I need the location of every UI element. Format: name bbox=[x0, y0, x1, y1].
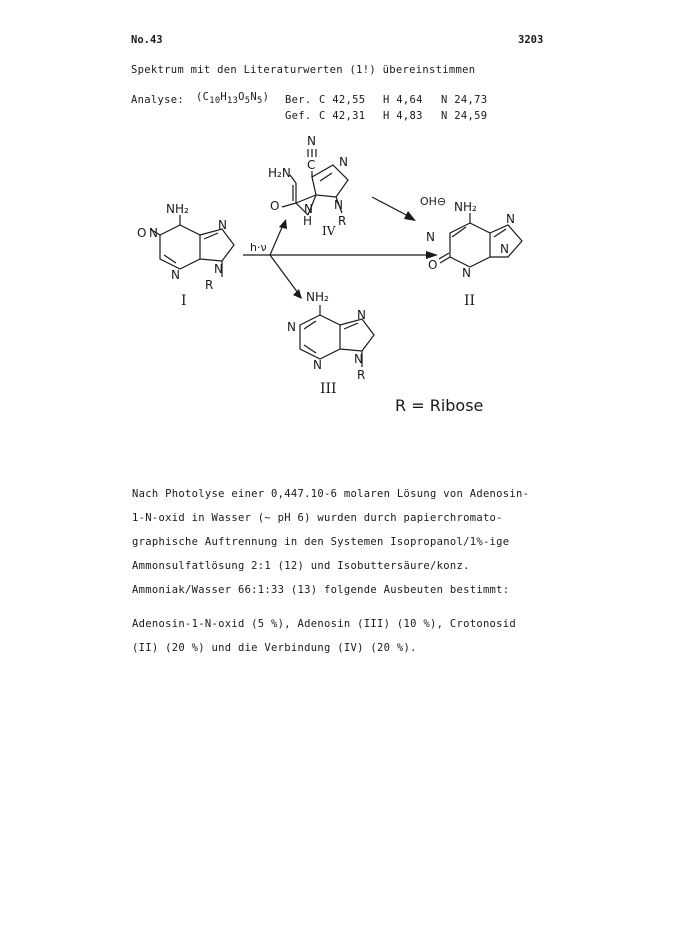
r-ribose-label: R = Ribose bbox=[395, 396, 484, 415]
atom-n-iii-b: N bbox=[313, 358, 322, 372]
atom-n-amide: N bbox=[304, 202, 313, 216]
paragraph-line: Adenosin-1-N-oxid (5 %), Adenosin (III) (10 %), Crotonosid bbox=[132, 618, 517, 630]
atom-n-i-ring: N bbox=[218, 218, 227, 232]
analysis-formula: $(C_{10}H_{13}O_5N_5)$ bbox=[196, 91, 270, 107]
found-c: C 42,31 bbox=[319, 110, 366, 122]
compound-ii-label: II bbox=[464, 293, 476, 309]
paragraph-line: 1-N-oxid in Wasser (~ pH 6) wurden durch papierchromato- bbox=[132, 512, 503, 524]
atom-o-i: O bbox=[137, 226, 147, 240]
atom-n-ii-ring: N bbox=[506, 212, 515, 226]
compound-i-label: I bbox=[181, 293, 187, 309]
paragraph-yields bbox=[132, 612, 552, 660]
page-number: 3203 bbox=[518, 34, 544, 46]
atom-o-iv: O bbox=[270, 199, 280, 213]
atom-n-iii-r: N bbox=[354, 352, 363, 366]
found-label: Gef. bbox=[285, 110, 312, 122]
paragraph-line: Nach Photolyse einer 0,447.10-6 molaren Lösung von Adenosin- bbox=[132, 488, 530, 500]
paragraph-photolysis bbox=[132, 482, 552, 602]
atom-n-oxide: N bbox=[149, 226, 158, 240]
atom-n-nitrile: N bbox=[307, 134, 316, 148]
atom-nh2-ii: NH₂ bbox=[454, 200, 477, 214]
atom-n-iv-ring: N bbox=[339, 155, 348, 169]
atom-nh2-i: NH₂ bbox=[166, 202, 189, 216]
atom-n-ii-b: N bbox=[462, 266, 471, 280]
atom-h2n-iv: H₂N bbox=[268, 166, 291, 180]
analysis-label: Analyse: bbox=[131, 94, 184, 106]
atom-n-i: N bbox=[171, 268, 180, 282]
paragraph-line: Ammonsulfatlösung 2:1 (12) und Isobuttersäure/konz. bbox=[132, 560, 470, 572]
compound-iv-label: IV bbox=[322, 224, 336, 238]
atom-o-ii: O bbox=[428, 258, 438, 272]
atom-n-i-r: N bbox=[214, 262, 223, 276]
atom-n-iii-ring: N bbox=[357, 308, 366, 322]
atom-r-iv: R bbox=[338, 214, 347, 228]
compound-iii-label: III bbox=[320, 381, 337, 397]
paragraph-line: (II) (20 %) und die Verbindung (IV) (20 %). bbox=[132, 642, 417, 654]
intro-line: Spektrum mit den Literaturwerten (1!) übereinstimmen bbox=[131, 64, 476, 76]
calc-h: H 4,64 bbox=[383, 94, 423, 106]
atom-r-iii: R bbox=[357, 368, 366, 382]
calc-n: N 24,73 bbox=[441, 94, 488, 106]
paragraph-line: Ammoniak/Wasser 66:1:33 (13) folgende Ausbeuten bestimmt: bbox=[132, 584, 510, 596]
atom-r-i: R bbox=[205, 278, 214, 292]
found-h: H 4,83 bbox=[383, 110, 423, 122]
oh-label: OH⊖ bbox=[420, 195, 447, 208]
atom-n-iii: N bbox=[287, 320, 296, 334]
atom-nh2-iii: NH₂ bbox=[306, 290, 329, 304]
atom-n-ii-ring2: N bbox=[500, 242, 509, 256]
calc-c: C 42,55 bbox=[319, 94, 366, 106]
calc-label: Ber. bbox=[285, 94, 312, 106]
atom-n-ii: N bbox=[426, 230, 435, 244]
journal-number: No.43 bbox=[131, 34, 163, 46]
atom-h-amide: H bbox=[303, 214, 313, 228]
paragraph-line: graphische Auftrennung in den Systemen Isopropanol/1%-ige bbox=[132, 536, 510, 548]
reaction-scheme bbox=[0, 125, 680, 425]
atom-n-iv-r: N bbox=[334, 198, 343, 212]
hv-label: h·ν bbox=[250, 241, 267, 254]
atom-c-nitrile: C bbox=[307, 158, 316, 172]
found-n: N 24,59 bbox=[441, 110, 488, 122]
